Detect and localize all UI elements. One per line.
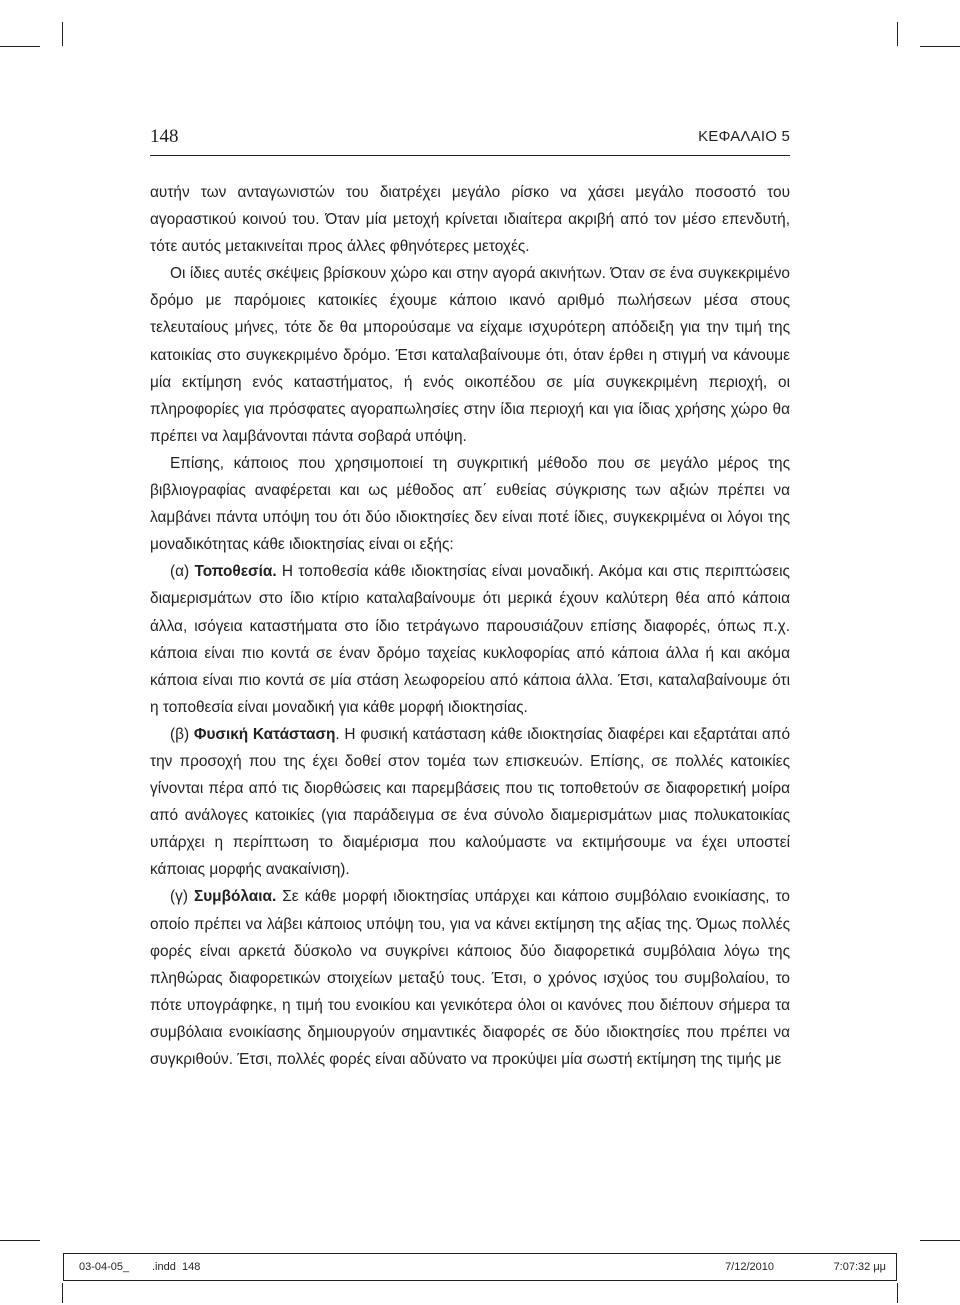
list-item-physical-condition — [150, 721, 790, 884]
slug-date: 7/12/2010 — [725, 1261, 774, 1273]
list-item-title: Τοποθεσία. — [194, 563, 277, 581]
list-item-text: Σε κάθε μορφή ιδιοκτησίας υπάρχει και κάποιο συμβόλαιο ενοικίασης, το οποίο πρέπει να λάβει κάποιος υπόψη του, για να κάνει εκτίμηση της αξίας της. Όμως πολλές φορές είναι αρκετά δύσκολο να συγκρίνει κάποιος δύο διαφορετικά συμβόλαια λόγω της πληθώρας διαφορετικών στοιχείων μεταξύ τους. Έτσι, ο χρόνος ισχύος του συμβολαίου, το πότε υπογράφηκε, η τιμή του ενοικίου και γενικότερα όλοι οι κανόνες που διέπουν σήμερα τα συμβόλαια ενοικίασης δημιουργούν σημαντικές διαφορές σε δύο ιδιοκτησίες που πρέπει να συγκριθούν. Έτσι, πολλές φορές είναι αδύνατο να προκύψει μία σωστή εκτίμηση της τιμής με — [150, 888, 790, 1068]
list-marker: (γ) — [170, 888, 194, 906]
running-head — [150, 126, 790, 152]
paragraph-1: αυτήν των ανταγωνιστών του διατρέχει μεγάλο ρίσκο να χάσει μεγάλο ποσοστό του αγοραστικού κοινού του. Όταν μία μετοχή κρίνεται ιδιαίτερα ακριβή από τον μέσο επενδυτή, τότε αυτός μετακινείται προς άλλες φθηνότερες μετοχές. — [150, 184, 790, 256]
crop-mark-top-left-vertical — [62, 22, 63, 46]
slug-file-prefix: 03-04-05_ — [79, 1261, 130, 1273]
slug-time: 7:07:32 μμ — [833, 1261, 886, 1273]
chapter-label: ΚΕΦΑΛΑΙΟ 5 — [698, 128, 790, 145]
crop-mark-bottom-right-horizontal — [920, 1240, 960, 1241]
list-marker: (β) — [170, 725, 194, 743]
crop-mark-bottom-left-horizontal — [0, 1240, 40, 1241]
list-item-title: Συμβόλαια. — [193, 888, 277, 906]
slug-page: 148 — [182, 1261, 201, 1273]
paragraph-2: Οι ίδιες αυτές σκέψεις βρίσκουν χώρο και στην αγορά ακινήτων. Όταν σε ένα συγκεκριμένο δρόμο με παρόμοιες κατοικίες έχουμε κάποιο ικανό αριθμό πωλήσεων μέσα στους τελευταίους μήνες, τότε δε θα μπορούσαμε να είχαμε ισχυρότερη απόδειξη για την τιμή της κατοικίας στο συγκεκριμένο δρόμο. Έτσι καταλαβαίνουμε ότι, όταν έρθει η στιγμή να κάνουμε μία εκτίμηση ενός καταστήματος, ή ενός οικοπέδου σε μία συγκεκριμένη περιοχή, οι πληροφορίες για πρόσφατες αγοραπωλησίες στην ίδια περιοχή και για ίδιας χρήσης χώρο θα πρέπει να λαμβάνονται πάντα σοβαρά υπόψη. — [150, 265, 790, 445]
crop-mark-bottom-left-vertical — [62, 1283, 63, 1303]
header-rule — [150, 155, 790, 156]
list-item-text: . Η φυσική κατάσταση κάθε ιδιοκτησίας διαφέρει και εξαρτάται από την προσοχή που της έχει δοθεί στον τομέα των επισκευών. Επίσης, σε πολλές κατοικίες γίνονται πέρα από τις διορθώσεις και παρεμβάσεις που τις τοποθετούν σε διαφορετική μοίρα από ανάλογες κατοικίες (για παράδειγμα σε ένα σύνολο διαμερισμάτων μιας πολυκατοικίας υπάρχει η περίπτωση το διαμέρισμα που καλούμαστε να εκτιμήσουμε να έχει υποστεί κάποιας μορφής ανακαίνιση). — [150, 725, 790, 879]
crop-mark-top-left-horizontal — [0, 46, 40, 47]
slug-file-name: .indd — [152, 1261, 176, 1273]
list-marker: (α) — [170, 563, 195, 581]
page-number: 148 — [150, 126, 179, 147]
print-slug — [63, 1253, 897, 1281]
crop-mark-bottom-right-vertical — [897, 1283, 898, 1303]
list-item-text: Η τοποθεσία κάθε ιδιοκτησίας είναι μοναδική. Ακόμα και στις περιπτώσεις διαμερισμάτων στο ίδιο κτίριο καταλαβαίνουμε ότι μερικά έχουν καλύτερη θέα από κάποια άλλα, ισόγεια καταστήματα στο ίδιο τετράγωνο παρουσιάζουν επίσης διαφορές, όπως π.χ. κάποια είναι πιο κοντά σε έναν δρόμο ταχείας κυκλοφορίας από κάποια άλλα ή και ακόμα κάποια είναι πιο κοντά σε μία στάση λεωφορείου από κάποια άλλα. Έτσι, καταλαβαίνουμε ότι η τοποθεσία είναι μοναδική για κάθε μορφή ιδιοκτησίας. — [150, 563, 790, 716]
paragraph-3: Επίσης, κάποιος που χρησιμοποιεί τη συγκριτική μέθοδο που σε μεγάλο μέρος της βιβλιογραφίας αναφέρεται και ως μέθοδος απ΄ ευθείας σύγκρισης των αξιών πρέπει να λαμβάνει πάντα υπόψη του ότι δύο ιδιοκτησίες δεν είναι ποτέ ίδιες, συγκεκριμένα οι λόγοι της μοναδικότητας κάθε ιδιοκτησίας είναι οι εξής: — [150, 454, 790, 554]
list-item-location — [150, 558, 790, 721]
list-item-contracts — [150, 883, 790, 1073]
crop-mark-top-right-vertical — [897, 22, 898, 46]
body-text — [150, 179, 790, 1073]
list-item-title: Φυσική Κατάσταση — [193, 725, 336, 743]
crop-mark-top-right-horizontal — [920, 46, 960, 47]
